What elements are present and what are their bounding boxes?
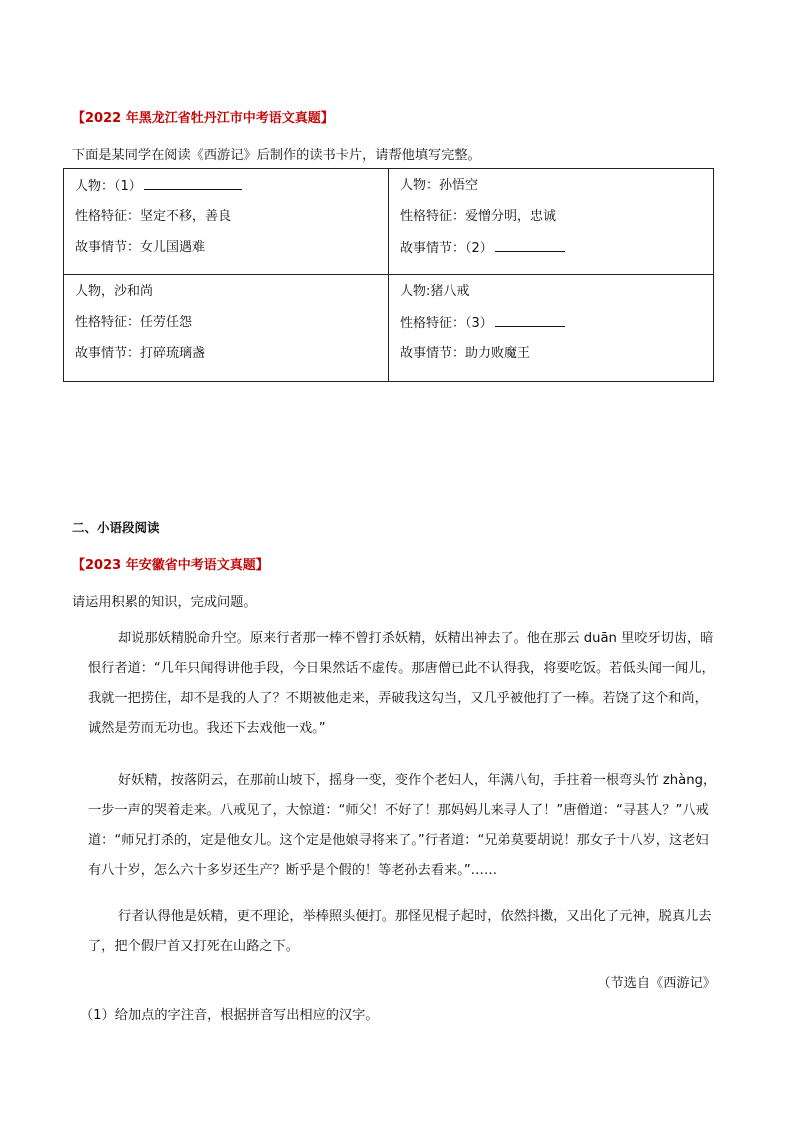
question-1: （1）给加点的字注音，根据拼音写出相应的汉字。 <box>80 1008 379 1023</box>
card-bl-line1: 人物，沙和尚 <box>75 284 154 299</box>
card-tl-line1: 人物：（1） <box>75 179 142 194</box>
card-tl-line2: 性格特征：坚定不移，善良 <box>75 209 232 224</box>
card-instruction: 下面是某同学在阅读《西游记》后制作的读书卡片，请帮他填写完整。 <box>72 148 481 163</box>
card-cell-zhu-bajie <box>389 275 714 382</box>
card-br-line1: 人物:猪八戒 <box>400 284 470 299</box>
card-tr-line3: 故事情节：（2） <box>400 241 493 256</box>
heading-2023: 【2023 年安徽省中考语文真题】 <box>72 558 269 573</box>
answer-blank-3[interactable] <box>495 313 565 327</box>
answer-blank-1[interactable] <box>144 176 242 190</box>
card-bl-line3: 故事情节：打碎琉璃盏 <box>75 346 206 361</box>
card-tl-line3: 故事情节：女儿国遇难 <box>75 240 206 255</box>
heading-2022: 【2022 年黑龙江省牡丹江市中考语文真题】 <box>72 111 334 126</box>
card-cell-sun-wukong <box>389 169 714 275</box>
passage-paragraph-3: 行者认得他是妖精，更不理论，举棒照头便打。那怪见棍子起时，依然抖擞，又出化了元神，脱真儿去了，把个假尸首又打死在山路之下。 <box>88 909 712 954</box>
card-br-line3: 故事情节：助力败魔王 <box>400 346 531 361</box>
section-title: 二、小语段阅读 <box>72 520 160 535</box>
card-bl-line2: 性格特征：任劳任怨 <box>75 315 193 330</box>
answer-blank-2[interactable] <box>495 238 565 252</box>
passage-paragraph-2: 好妖精，按落阴云，在那前山坡下，摇身一变，变作个老妇人，年满八旬，手拄着一根弯头竹 zhàng，一步一声的哭着走来。八戒见了，大惊道：“师父！不好了！那妈妈儿来寻人了！”唐僧道：“寻甚人？”八戒道：“师兄打杀的，定是他女儿。这个定是他娘寻将来了。”行者道：“兄弟莫要胡说！那女子十八岁，这老妇有八十岁，怎么六十多岁还生产？断乎是个假的！等老孙去看来。”…… <box>88 773 717 878</box>
card-tr-line2: 性格特征：爱憎分明，忠诚 <box>400 209 557 224</box>
reading-card-table <box>63 168 714 382</box>
card-cell-sha-heshang <box>64 275 389 382</box>
card-br-line2: 性格特征：（3） <box>400 316 493 331</box>
passage-source: （节选自《西游记》 <box>597 976 716 991</box>
card-tr-line1: 人物：孙悟空 <box>400 178 479 193</box>
passage-paragraph-1: 却说那妖精脱命升空。原来行者那一棒不曾打杀妖精，妖精出神去了。他在那云 duān 里咬牙切齿，暗恨行者道：“几年只闻得讲他手段，今日果然话不虚传。那唐僧已此不认得我，将要吃饭。若低头闻一闻儿，我就一把捞住，却不是我的人了？不期被他走来，弄破我这勾当，又几乎被他打了一棒。若饶了这个和尚，诚然是劳而无功也。我还下去戏他一戏。” <box>88 631 715 736</box>
card-cell-tang-seng <box>64 169 389 275</box>
reading-instruction: 请运用积累的知识，完成问题。 <box>72 595 257 610</box>
